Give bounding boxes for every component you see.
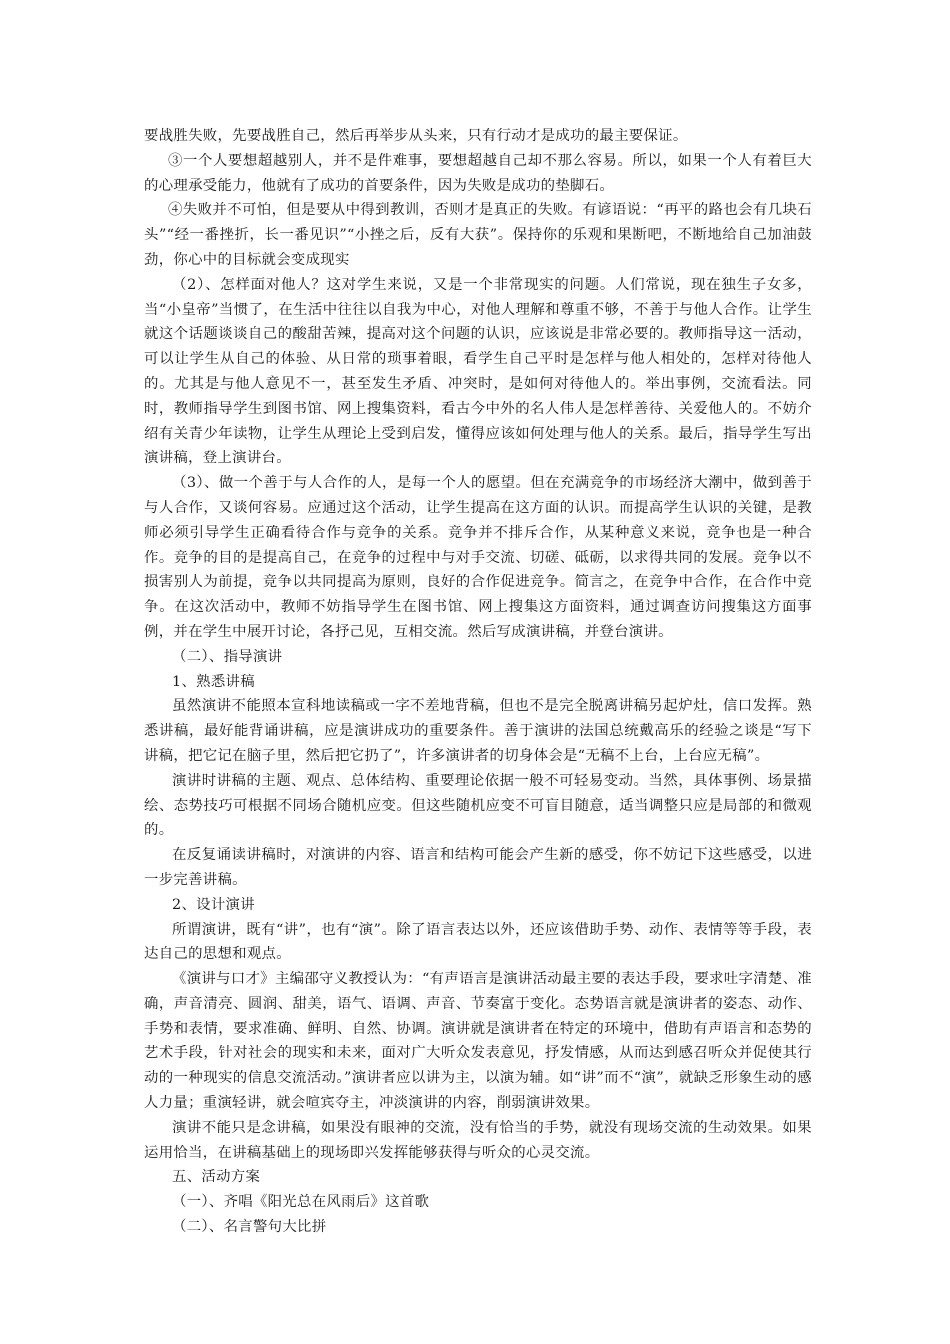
document-body xyxy=(144,124,812,1240)
paragraph: 演讲不能只是念讲稿，如果没有眼神的交流，没有恰当的手势，就没有现场交流的生动效果。如果运用恰当，在讲稿基础上的现场即兴发挥能够获得与听众的心灵交流。 xyxy=(144,1119,812,1161)
subsection-heading: （二）、名言警句大比拼 xyxy=(172,1219,327,1236)
paragraph: 《演讲与口才》主编邵守义教授认为：“有声语言是演讲活动最主要的表达手段，要求吐字清楚、准确，声音清亮、圆润、甜美，语气、语调、声音、节奏富于变化。态势语言就是演讲者的姿态、动作、手势和表情，要求准确、鲜明、自然、协调。演讲就是演讲者在特定的环境中，借助有声语言和态势的艺术手段，针对社会的现实和未来，面对广大听众发表意见，抒发情感，从而达到感召听众并促使其行动的一种现实的信息交流活动。”演讲者应以讲为主，以演为辅。如“讲”而不“演”，就缺乏形象生动的感人力量；重演轻讲，就会喧宾夺主，冲淡演讲的内容，削弱演讲效果。 xyxy=(144,971,812,1112)
paragraph: ④失败并不可怕，但是要从中得到教训，否则才是真正的失败。有谚语说：“再平的路也会有几块石头”“经一番挫折，长一番见识”“小挫之后，反有大获”。保持你的乐观和果断吧，不断地给自己加油鼓劲，你心中的目标就会变成现实 xyxy=(144,202,812,268)
paragraph: 要战胜失败，先要战胜自己，然后再举步从头来，只有行动才是成功的最主要保证。 xyxy=(144,128,688,144)
paragraph: 在反复诵读讲稿时，对演讲的内容、语言和结构可能会产生新的感受，你不妨记下这些感受，以进一步完善讲稿。 xyxy=(144,847,812,888)
paragraph: 所谓演讲，既有“讲”，也有“演”。除了语言表达以外，还应该借助手势、动作、表情等等手段，表达自己的思想和观点。 xyxy=(144,921,812,963)
section-heading: （二）、指导演讲 xyxy=(172,648,283,665)
paragraph: ③一个人要想超越别人，并不是件难事，要想超越自己却不那么容易。所以，如果一个人有着巨大的心理承受能力，他就有了成功的首要条件，因为失败是成功的垫脚石。 xyxy=(144,152,812,194)
paragraph: 虽然演讲不能照本宣科地读稿或一字不差地背稿，但也不是完全脱离讲稿另起炉灶，信口发挥。熟悉讲稿，最好能背诵讲稿，应是演讲成功的重要条件。善于演讲的法国总统戴高乐的经验之谈是“写下讲稿，把它记在脑子里，然后把它扔了”，许多演讲者的切身体会是“无稿不上台，上台应无稿”。 xyxy=(144,698,812,764)
section-heading: 五、活动方案 xyxy=(172,1169,261,1186)
paragraph: （3）、做一个善于与人合作的人，是每一个人的愿望。但在充满竞争的市场经济大潮中，做到善于与人合作，又谈何容易。应通过这个活动，让学生提高在这方面的认识。而提高学生认识的关键，是教师必须引导学生正确看待合作与竞争的关系。竞争并不排斥合作，从某种意义来说，竞争也是一种合作。竞争的目的是提高自己，在竞争的过程中与对手交流、切磋、砥砺，以求得共同的发展。竞争以不损害别人为前提，竞争以共同提高为原则，良好的合作促进竞争。简言之，在竞争中合作，在合作中竞争。在这次活动中，教师不妨指导学生在图书馆、网上搜集这方面资料，通过调查访问搜集这方面事例，并在学生中展开讨论，各抒己见，互相交流。然后写成演讲稿，并登台演讲。 xyxy=(144,475,812,640)
subsection-heading: 1、熟悉讲稿 xyxy=(172,673,255,690)
subsection-heading: 2、设计演讲 xyxy=(172,896,255,913)
subsection-heading: （一）、齐唱《阳光总在风雨后》这首歌 xyxy=(172,1194,430,1211)
paragraph: （2）、怎样面对他人？这对学生来说，又是一个非常现实的问题。人们常说，现在独生子女多，当“小皇帝”当惯了，在生活中往往以自我为中心，对他人理解和尊重不够，不善于与他人合作。让学生就这个话题谈谈自己的酸甜苦辣，提高对这个问题的认识，应该说是非常必要的。教师指导这一活动，可以让学生从自己的体验、从日常的琐事着眼，看学生自己平时是怎样与他人相处的，怎样对待他人的。尤其是与他人意见不一，甚至发生矛盾、冲突时，是如何对待他人的。举出事例，交流看法。同时，教师指导学生到图书馆、网上搜集资料，看古今中外的名人伟人是怎样善待、关爱他人的。不妨介绍有关青少年读物，让学生从理论上受到启发，懂得应该如何处理与他人的关系。最后，指导学生写出演讲稿，登上演讲台。 xyxy=(144,276,812,467)
paragraph: 演讲时讲稿的主题、观点、总体结构、重要理论依据一般不可轻易变动。当然，具体事例、场景描绘、态势技巧可根据不同场合随机应变。但这些随机应变不可盲目随意，适当调整只应是局部的和微观的。 xyxy=(144,772,812,839)
